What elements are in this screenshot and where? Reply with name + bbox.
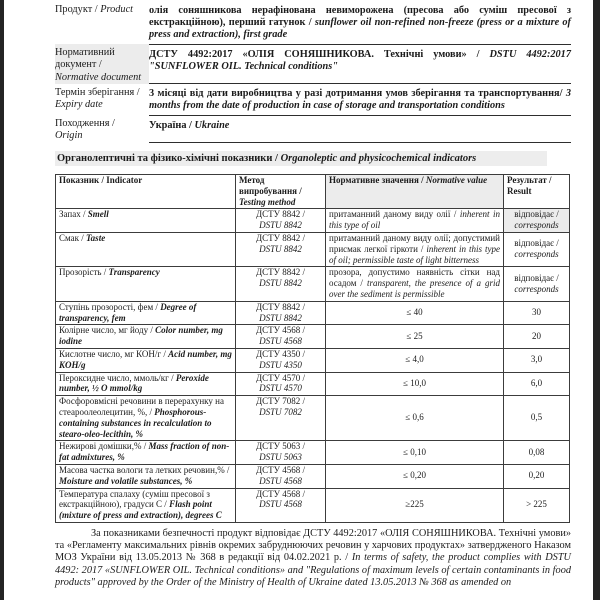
normative-document-value: [149, 44, 571, 84]
method-uk: ДСТУ 5063 /: [255, 441, 305, 452]
indicator-uk: Кислотне число, мг КОН/г /: [59, 348, 169, 359]
norm-value: ≤ 10,0: [403, 377, 426, 388]
method-uk: ДСТУ 8842 /: [255, 301, 305, 312]
normative-document-value-uk: ДСТУ 4492:2017 «ОЛІЯ СОНЯШНИКОВА. Технічні умови» /: [149, 48, 490, 60]
header-method-en: Testing method: [239, 196, 296, 207]
indicator-en: Peroxide number, ½ O mmol/kg: [59, 372, 209, 394]
indicator-cell: [56, 325, 236, 349]
method-en: DSTU 4568: [259, 499, 302, 510]
normative-cell: [326, 464, 504, 488]
result-cell: [504, 348, 570, 372]
norm-value: ≤ 0,20: [403, 470, 426, 481]
indicator-en: Flash point (mixture of press and extraction), degrees C: [59, 499, 222, 521]
table-row-acid-number: [56, 348, 570, 372]
info-row-normative-document: [55, 44, 571, 84]
norm-value: ≤ 0,6: [405, 412, 424, 423]
header-indicator: [56, 175, 236, 209]
header-method-uk: Метод випробування /: [239, 175, 302, 196]
origin-value-en: Ukraine: [194, 119, 230, 131]
normative-cell: [326, 441, 504, 465]
result-cell: [504, 209, 570, 233]
norm-uk: прозора, допустимо наявність сітки над осадом /: [329, 267, 500, 289]
indicator-uk: Масова частка вологи та летких речовин,% /: [59, 464, 230, 475]
product-value: [149, 4, 571, 44]
method-cell: [236, 325, 326, 349]
table-row-transparency: [56, 267, 570, 301]
table-row-smell: [56, 209, 570, 233]
method-uk: ДСТУ 4568 /: [255, 488, 305, 499]
indicator-en: Degree of transparency, fem: [59, 301, 197, 323]
product-label-uk: Продукт /: [55, 4, 101, 15]
section-title: [55, 151, 547, 166]
indicator-en: Color number, mg iodine: [59, 325, 223, 347]
result-cell: [504, 267, 570, 301]
normative-document-value-en: DSTU 4492:2017 "SUNFLOWER OIL. Technical conditions": [149, 48, 571, 72]
norm-en: inherent in this type of oil; permissible taste of light bitterness: [329, 243, 500, 265]
method-cell: [236, 464, 326, 488]
norm-en: transparent, the presence of a grid over the sediment is permissible: [329, 278, 500, 299]
result-cell: [504, 301, 570, 325]
origin-label-en: Origin: [55, 130, 83, 142]
table-row-phosphorous-substances: [56, 396, 570, 441]
normative-document-label-uk: Нормативний документ /: [55, 47, 115, 71]
norm-value: ≤ 4,0: [405, 354, 424, 365]
indicator-en: Taste: [86, 233, 106, 244]
footer-en: In terms of safety, the product complies with DSTU 4492: 2017 «SUNFLOWER OIL. Technical conditions» and "Regulations of maximum levels of certain contaminants in food products" approved by the Order of the Ministry of Health of Ukraine dated 13.05.2013 № 368 as amended on: [55, 552, 571, 588]
product-value-en: sunflower oil non-refined non-freeze (press or a mixture of press and extraction), first grade: [149, 17, 571, 41]
norm-value: ≤ 0,10: [403, 446, 426, 457]
method-uk: ДСТУ 8842 /: [255, 267, 305, 278]
header-indicator-en: Indicator: [106, 175, 143, 186]
normative-cell: [326, 348, 504, 372]
norm-value: ≤ 25: [406, 330, 423, 341]
table-row-peroxide-number: [56, 372, 570, 396]
method-en: DSTU 8842: [259, 220, 302, 231]
method-cell: [236, 233, 326, 267]
result-cell: [504, 396, 570, 441]
method-uk: ДСТУ 4570 /: [255, 372, 305, 383]
scan-edge-right: [593, 0, 600, 600]
method-en: DSTU 8842: [259, 278, 302, 289]
normative-cell: [326, 233, 504, 267]
indicator-cell: [56, 464, 236, 488]
indicator-uk: Прозорість /: [59, 267, 109, 278]
method-uk: ДСТУ 8842 /: [255, 209, 305, 220]
result-en: corresponds: [514, 283, 559, 294]
expiry-date-label-en: Expiry date: [55, 98, 103, 110]
indicator-en: Acid number, mg KOH/g: [59, 348, 232, 370]
section-title-uk: Органолептичні та фізико-хімічні показники /: [57, 153, 281, 165]
normative-document-label: [55, 44, 149, 84]
method-en: DSTU 4568: [259, 336, 302, 347]
method-uk: ДСТУ 4350 /: [255, 348, 305, 359]
method-en: DSTU 4350: [259, 359, 302, 370]
product-label: [55, 4, 149, 44]
result-value: 0,08: [528, 446, 545, 457]
indicators-table: [55, 174, 570, 523]
result-uk: відповідає /: [514, 272, 559, 283]
method-cell: [236, 301, 326, 325]
norm-value: ≥225: [405, 499, 424, 510]
indicator-uk: Смак /: [59, 233, 87, 244]
result-uk: відповідає /: [514, 209, 559, 220]
result-cell: [504, 325, 570, 349]
indicator-cell: [56, 348, 236, 372]
method-uk: ДСТУ 4568 /: [255, 325, 305, 336]
method-en: DSTU 5063: [259, 452, 302, 463]
table-row-moisture: [56, 464, 570, 488]
expiry-date-label: [55, 84, 149, 115]
norm-en: inherent in this type of oil: [329, 209, 500, 231]
method-cell: [236, 441, 326, 465]
result-value: 30: [532, 307, 541, 318]
product-label-en: Product: [100, 4, 133, 15]
result-cell: [504, 464, 570, 488]
indicator-en: Smell: [87, 209, 109, 220]
table-row-taste: [56, 233, 570, 267]
scan-edge-left: [0, 0, 4, 600]
method-cell: [236, 396, 326, 441]
header-result-en: Result: [507, 185, 532, 196]
table-header-row: [56, 175, 570, 209]
normative-cell: [326, 488, 504, 522]
product-info-table: [55, 4, 571, 143]
header-normative-en: Normative value: [425, 175, 488, 186]
indicator-cell: [56, 301, 236, 325]
normative-cell: [326, 301, 504, 325]
table-row-degree-of-transparency: [56, 301, 570, 325]
header-indicator-uk: Показник /: [59, 175, 107, 186]
safety-compliance-paragraph: [55, 528, 571, 589]
table-row-color-number: [56, 325, 570, 349]
method-uk: ДСТУ 8842 /: [255, 233, 305, 244]
expiry-date-label-uk: Термін зберігання /: [55, 86, 140, 98]
indicator-en: Moisture and volatile substances, %: [59, 475, 193, 486]
method-cell: [236, 372, 326, 396]
result-cell: [504, 372, 570, 396]
indicator-uk: Пероксидне число, ммоль/кг /: [59, 372, 176, 383]
normative-cell: [326, 396, 504, 441]
normative-cell: [326, 209, 504, 233]
indicator-cell: [56, 441, 236, 465]
norm-uk: притаманний даному виду олії /: [329, 209, 460, 220]
result-value: > 225: [526, 499, 547, 510]
normative-cell: [326, 372, 504, 396]
method-en: DSTU 7082: [259, 406, 302, 417]
indicator-uk: Запах /: [59, 209, 88, 220]
info-row-origin: [55, 115, 571, 142]
indicator-cell: [56, 396, 236, 441]
header-normative-value: [326, 175, 504, 209]
origin-value: [149, 115, 571, 142]
method-en: DSTU 8842: [259, 243, 302, 254]
info-row-product: [55, 4, 571, 44]
method-en: DSTU 4570: [259, 383, 302, 394]
norm-value: ≤ 40: [406, 307, 423, 318]
method-en: DSTU 4568: [259, 475, 302, 486]
origin-label: [55, 115, 149, 142]
normative-document-label-en: Normative document: [55, 71, 142, 83]
footer-uk: За показниками безпечності продукт відповідає ДСТУ 4492:2017 «ОЛІЯ СОНЯШНИКОВА. Технічні умови» та «Регламенту максимальних рівнів окремих забруднюючих речовин у харчових продуктах» затвердженого Наказом МОЗ України від 13.05.2013 № 368 в редакції від 04.02.2021 р. /: [55, 527, 571, 564]
origin-label-uk: Походження /: [55, 118, 115, 130]
info-row-expiry-date: [55, 84, 571, 115]
method-uk: ДСТУ 7082 /: [255, 396, 305, 407]
indicator-uk: Колірне число, мг йоду /: [59, 325, 156, 336]
header-result-uk: Результат /: [507, 175, 552, 186]
result-en: corresponds: [514, 220, 559, 231]
result-en: corresponds: [514, 249, 559, 260]
indicator-en: Phosphorous-containing substances in recalculation to stearo-oleo-lecithin, %: [59, 406, 212, 439]
indicator-uk: Нежирові домішки,% /: [59, 441, 149, 452]
method-uk: ДСТУ 4568 /: [255, 464, 305, 475]
table-row-non-fat-admixtures: [56, 441, 570, 465]
origin-value-uk: Україна /: [149, 119, 195, 131]
indicator-uk: Температура спалаху (суміш пресової з екстракційною), градуси С /: [59, 488, 210, 510]
result-uk: відповідає /: [514, 238, 559, 249]
indicator-uk: Ступінь прозорості, фем /: [59, 301, 161, 312]
indicator-cell: [56, 233, 236, 267]
result-cell: [504, 488, 570, 522]
expiry-date-value-en: 3 months from the date of production in case of storage and transportation conditions: [149, 88, 571, 112]
document-page: [55, 4, 571, 589]
product-value-uk: олія соняшникова нерафінована невиморожена (пресова або суміш пресової з екстракційною), перший гатунок /: [149, 5, 571, 29]
result-cell: [504, 233, 570, 267]
method-cell: [236, 348, 326, 372]
result-value: 0,20: [528, 470, 545, 481]
result-value: 0,5: [530, 412, 543, 423]
header-normative-uk: Нормативне значення /: [329, 175, 426, 186]
table-row-flash-point: [56, 488, 570, 522]
indicator-cell: [56, 372, 236, 396]
normative-cell: [326, 325, 504, 349]
result-cell: [504, 441, 570, 465]
result-value: 20: [532, 330, 541, 341]
result-value: 3,0: [530, 354, 543, 365]
method-cell: [236, 209, 326, 233]
header-method: [236, 175, 326, 209]
method-en: DSTU 8842: [259, 312, 302, 323]
expiry-date-value: [149, 84, 571, 115]
norm-uk: притаманний даному виду олії; допустимий присмак легкої гіркоти /: [329, 233, 500, 254]
method-cell: [236, 488, 326, 522]
method-cell: [236, 267, 326, 301]
normative-cell: [326, 267, 504, 301]
indicator-cell: [56, 488, 236, 522]
expiry-date-value-uk: 3 місяці від дати виробництва у разі дотримання умов зберігання та транспортування/: [149, 88, 566, 100]
indicator-cell: [56, 209, 236, 233]
indicator-cell: [56, 267, 236, 301]
indicator-en: Mass fraction of non-fat admixtures, %: [59, 441, 230, 463]
indicator-en: Transparency: [108, 267, 160, 278]
section-title-en: Organoleptic and physicochemical indicators: [280, 153, 477, 165]
indicator-uk: Фосфоровмісні речовини в перерахунку на стеароолеолецитин, %, /: [59, 396, 224, 417]
header-result: [504, 175, 570, 209]
result-value: 6,0: [530, 377, 543, 388]
